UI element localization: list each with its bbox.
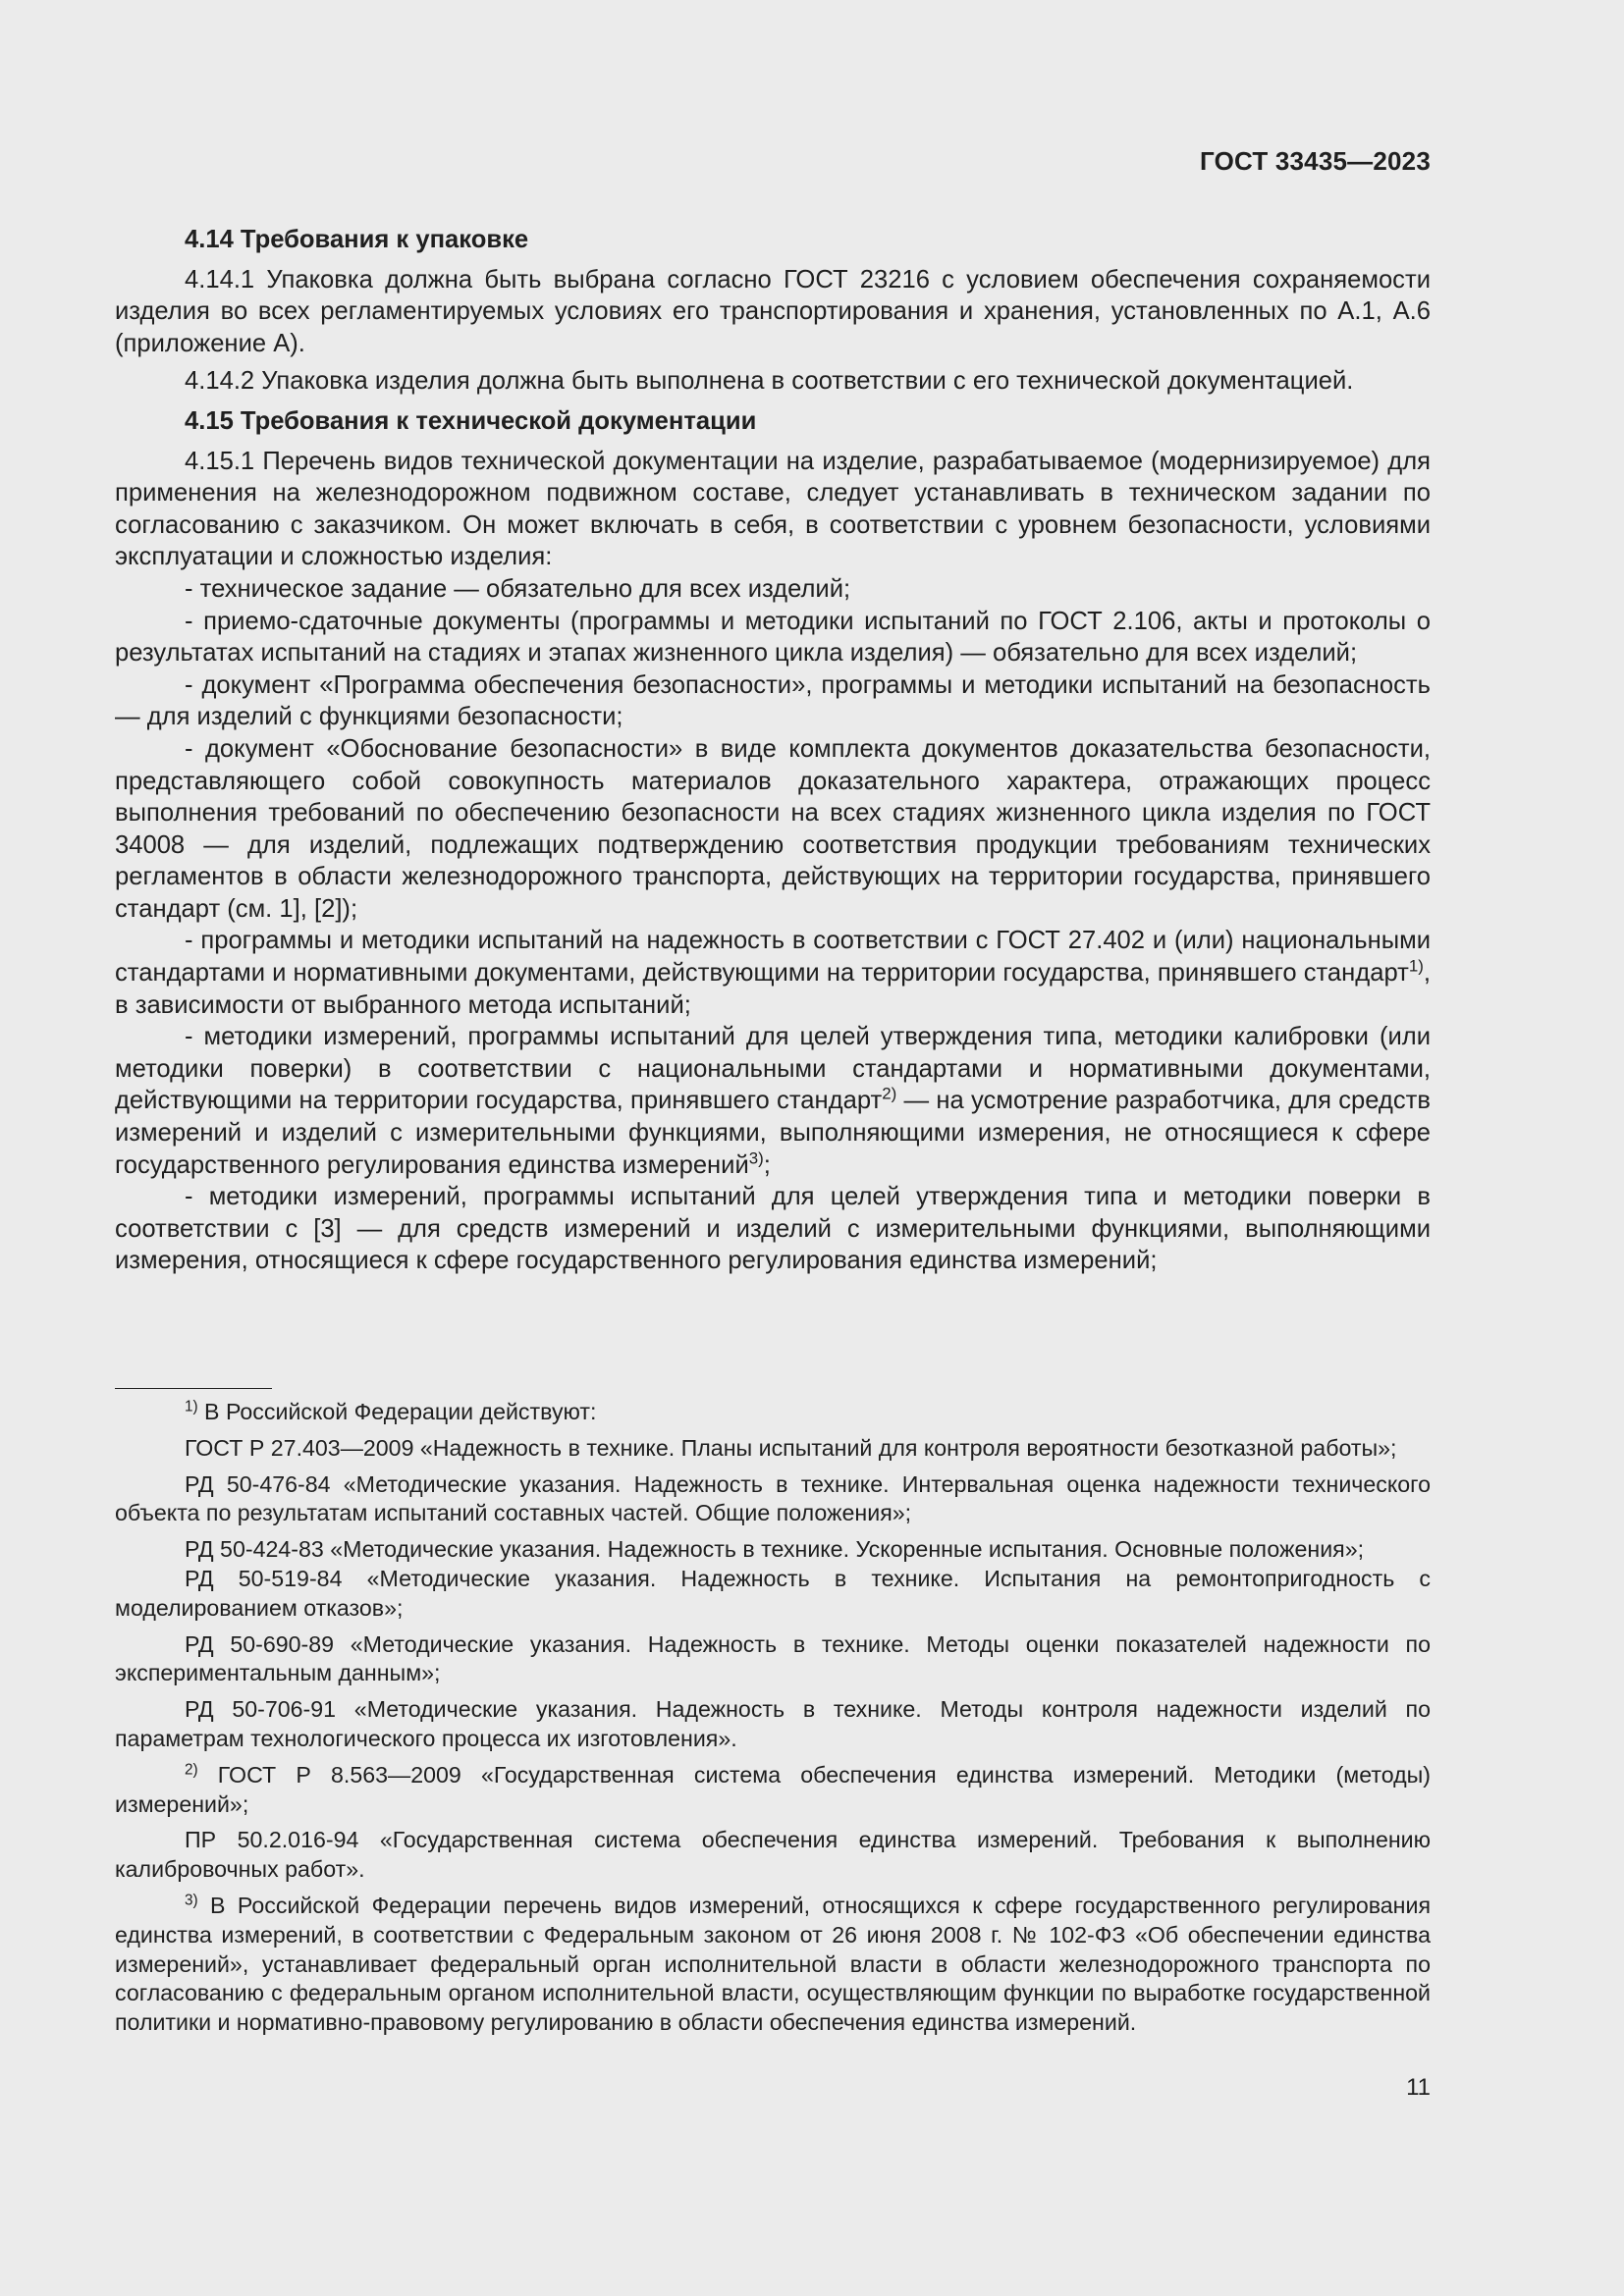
document-code: ГОСТ 33435—2023 (1200, 146, 1431, 176)
footnote-ref: 1) (1408, 956, 1424, 976)
list-item: - методики измерений, программы испытаний для целей утверждения типа, методики калибровки (или методики поверки) в соответствии с национальными стандартами и нормативными документами, действующими на территории государства, принявшего стандарт$^{2)}$ — на усмотрение разработчика, для средств измерений и изделий с измерительными функциями, выполняющими измерения, не относящиеся к сфере государственного регулирования единства измерений$^{3)}$; (115, 1023, 1431, 1179)
footnote-item: РД 50-690-89 «Методические указания. Надежность в технике. Методы оценки показателей надежности по экспериментальным данным»; (115, 1630, 1431, 1686)
footnote-divider (115, 1388, 272, 1389)
list-item: - приемо-сдаточные документы (программы и методики испытаний по ГОСТ 2.106, акты и протоколы о результатах испытаний на стадиях и этапах жизненного цикла изделия) — обязательно для всех изделий; (115, 607, 1431, 667)
footnote-item: ПР 50.2.016-94 «Государственная система обеспечения единства измерений. Требования к выполнению калибровочных работ». (115, 1827, 1431, 1883)
footnote-3: $^{3)}$ В Российской Федерации перечень видов измерений, относящихся к сфере государственного регулирования единства измерений, в соответствии с Федеральным законом от 26 июня 2008 г. № 102-ФЗ «Об обеспечении единства измерений», устанавливает федеральный орган исполнительной власти в области железнодорожного транспорта по согласованию с федеральным органом исполнительной власти, осуществляющим функции по выработке государственной политики и нормативно-правовому регулированию в области обеспечения единства измерений. (115, 1892, 1431, 2036)
section-heading-4-15: 4.15 Требования к технической документации (185, 406, 757, 435)
paragraph-4-15-1: 4.15.1 Перечень видов технической документации на изделие, разрабатываемое (модернизируемое) для применения на железнодорожном подвижном составе, следует устанавливать в техническом задании по согласованию с заказчиком. Он может включать в себя, в соответствии с уровнем безопасности, условиями эксплуатации и сложностью изделия: (115, 447, 1431, 571)
footnote-item: РД 50-519-84 «Методические указания. Надежность в технике. Испытания на ремонтопригодность с моделированием отказов»; (115, 1565, 1431, 1621)
footnote-ref: 2) (882, 1084, 897, 1103)
footnote-item: ГОСТ Р 27.403—2009 «Надежность в технике. Планы испытаний для контроля вероятности безотказной работы»; (185, 1434, 1397, 1461)
footnote-item: РД 50-706-91 «Методические указания. Надежность в технике. Методы контроля надежности изделий по параметрам технологического процесса их изготовления». (115, 1696, 1431, 1751)
main-text (115, 224, 1431, 1277)
list-item: - программы и методики испытаний на надежность в соответствии с ГОСТ 27.402 и (или) национальными стандартами и нормативными документами, действующими на территории государства, принявшего стандарт$^{1)}$, в зависимости от выбранного метода испытаний; (115, 927, 1431, 1019)
list-item: - документ «Обоснование безопасности» в виде комплекта документов доказательства безопасности, представляющего собой совокупность материалов доказательного характера, отражающих процесс выполнения требований по обеспечению безопасности на всех стадиях жизненного цикла изделия по ГОСТ 34008 — для изделий, подлежащих подтверждению соответствия продукции требованиям технических регламентов в области железнодорожного транспорта, действующих на территории государства, принявшего стандарт (см. 1], [2]); (115, 734, 1431, 923)
footnote-item: РД 50-424-83 «Методические указания. Надежность в технике. Ускоренные испытания. Основные положения»; (185, 1536, 1365, 1563)
footnote-2: $^{2)}$ ГОСТ Р 8.563—2009 «Государственная система обеспечения единства измерений. Методики (методы) измерений»; (115, 1761, 1431, 1817)
paragraph-4-14-1: 4.14.1 Упаковка должна быть выбрана согласно ГОСТ 23216 с условием обеспечения сохраняемости изделия во всех регламентируемых условиях его транспортирования и хранения, установленных по А.1, А.6 (приложение А). (115, 265, 1431, 357)
footnote-ref: 3) (748, 1148, 764, 1168)
list-item: - документ «Программа обеспечения безопасности», программы и методики испытаний на безопасность — для изделий с функциями безопасности; (115, 670, 1431, 731)
section-heading-4-14: 4.14 Требования к упаковке (185, 226, 529, 253)
list-item: - методики измерений, программы испытаний для целей утверждения типа и методики поверки в соответствии с [3] — для средств измерений и изделий с измерительными функциями, выполняющими измерения, относящиеся к сфере государственного регулирования единства измерений; (115, 1183, 1431, 1275)
page-number: 11 (1406, 2074, 1431, 2101)
list-item: - техническое задание — обязательно для всех изделий; (185, 574, 851, 603)
footnote-item: РД 50-476-84 «Методические указания. Надежность в технике. Интервальная оценка надежности технического объекта по результатам испытаний составных частей. Общие положения»; (115, 1470, 1431, 1526)
footnote-1: $^{1)}$ В Российской Федерации действуют: (185, 1398, 597, 1424)
paragraph-4-14-2: 4.14.2 Упаковка изделия должна быть выполнена в соответствии с его технической документацией. (185, 367, 1354, 396)
footnotes (115, 1398, 1431, 2038)
